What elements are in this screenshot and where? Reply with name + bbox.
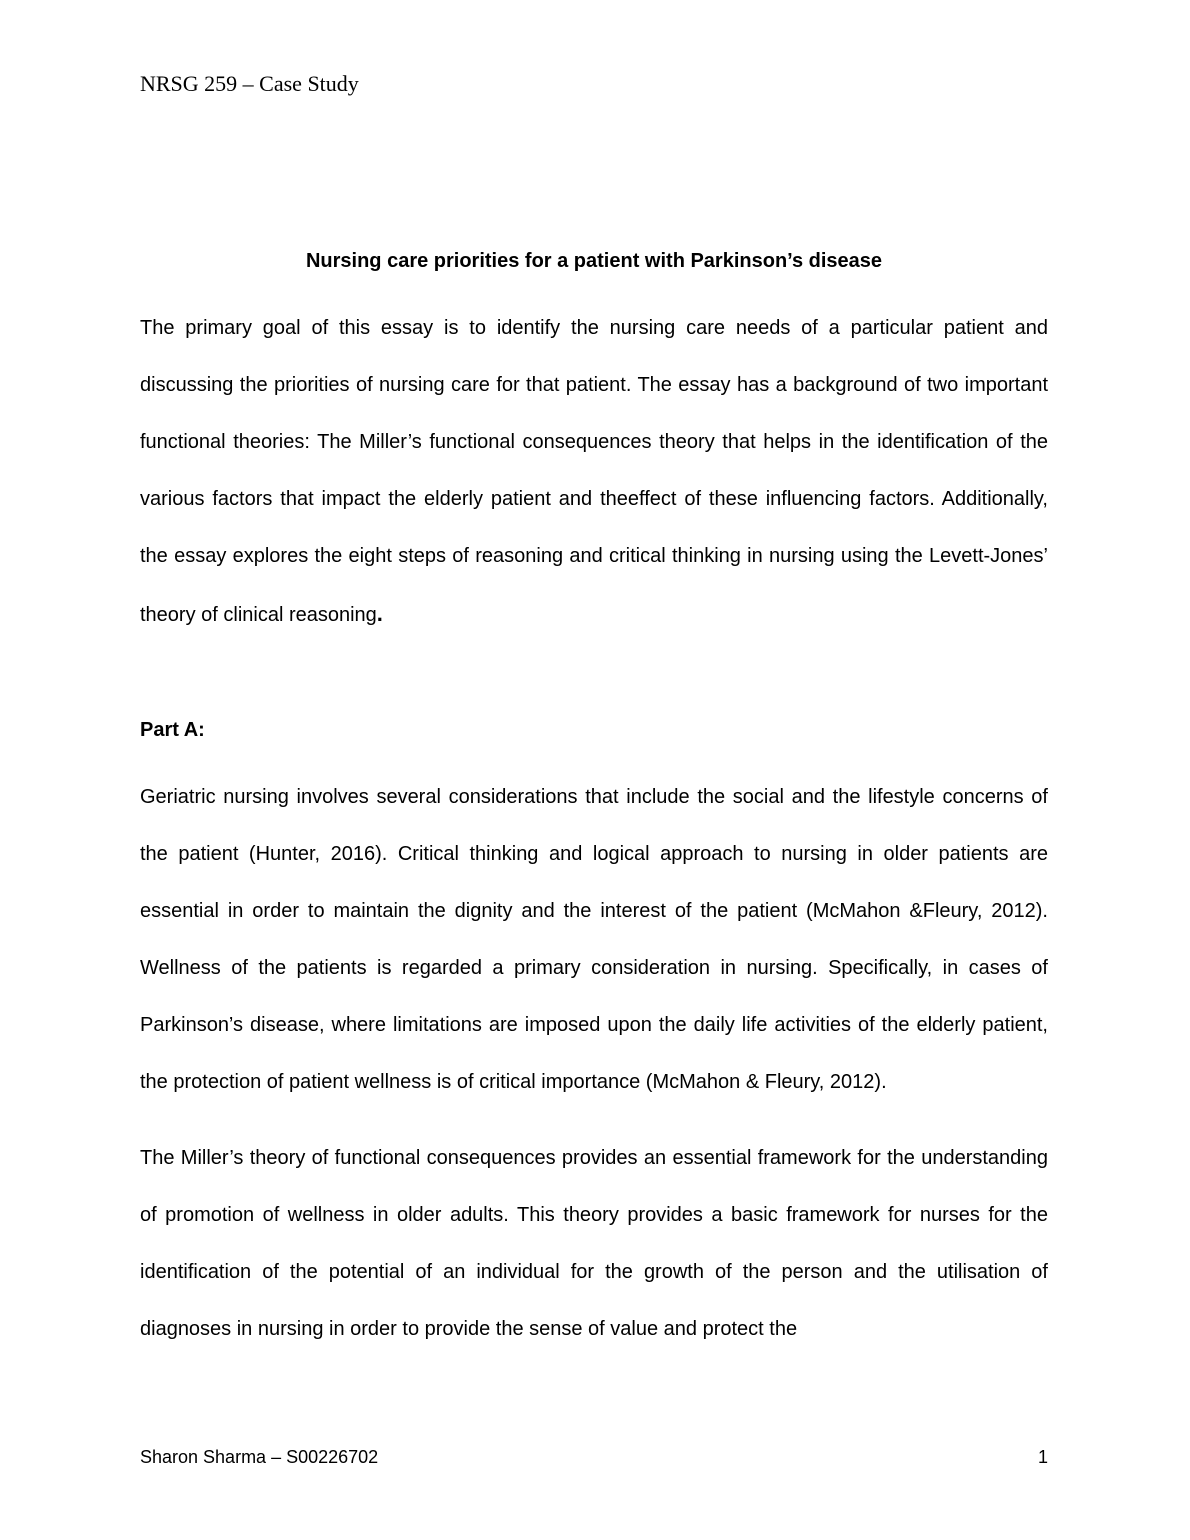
page-header: NRSG 259 – Case Study <box>140 71 359 96</box>
intro-period: . <box>376 601 383 626</box>
intro-paragraph <box>140 300 1048 644</box>
part-a-heading: Part A: <box>140 719 205 741</box>
part-a-paragraph-2: The Miller’s theory of functional consequences provides an essential framework for the understanding of promotion of wellness in older adults. This theory provides a basic framework for nurses for the identification of the potential of an individual for the growth of the person and the utilisation of diagnoses in nursing in order to provide the sense of value and protect the <box>140 1147 1048 1340</box>
intro-text: The primary goal of this essay is to identify the nursing care needs of a particular patient and discussing the priorities of nursing care for that patient. The essay has a background of two important functional theories: The Miller’s functional consequences theory that helps in the identification of the various factors that impact the elderly patient and theeffect of these influencing factors. Additionally, the essay explores the eight steps of reasoning and critical thinking in nursing using the Levett-Jones’ theory of clinical reasoning <box>140 317 1048 626</box>
document-body <box>140 243 1048 1358</box>
footer-page-number: 1 <box>1037 1447 1048 1467</box>
part-a-paragraph-1: Geriatric nursing involves several considerations that include the social and the lifestyle concerns of the patient (Hunter, 2016). Critical thinking and logical approach to nursing in older patients are essential in order to maintain the dignity and the interest of the patient (McMahon &Fleury, 2012). Wellness of the patients is regarded a primary consideration in nursing. Specifically, in cases of Parkinson’s disease, where limitations are imposed upon the daily life activities of the elderly patient, the protection of patient wellness is of critical importance (McMahon & Fleury, 2012). <box>140 786 1048 1093</box>
footer-author: Sharon Sharma – S00226702 <box>140 1447 379 1467</box>
document-title: Nursing care priorities for a patient with Parkinson’s disease <box>305 250 883 272</box>
